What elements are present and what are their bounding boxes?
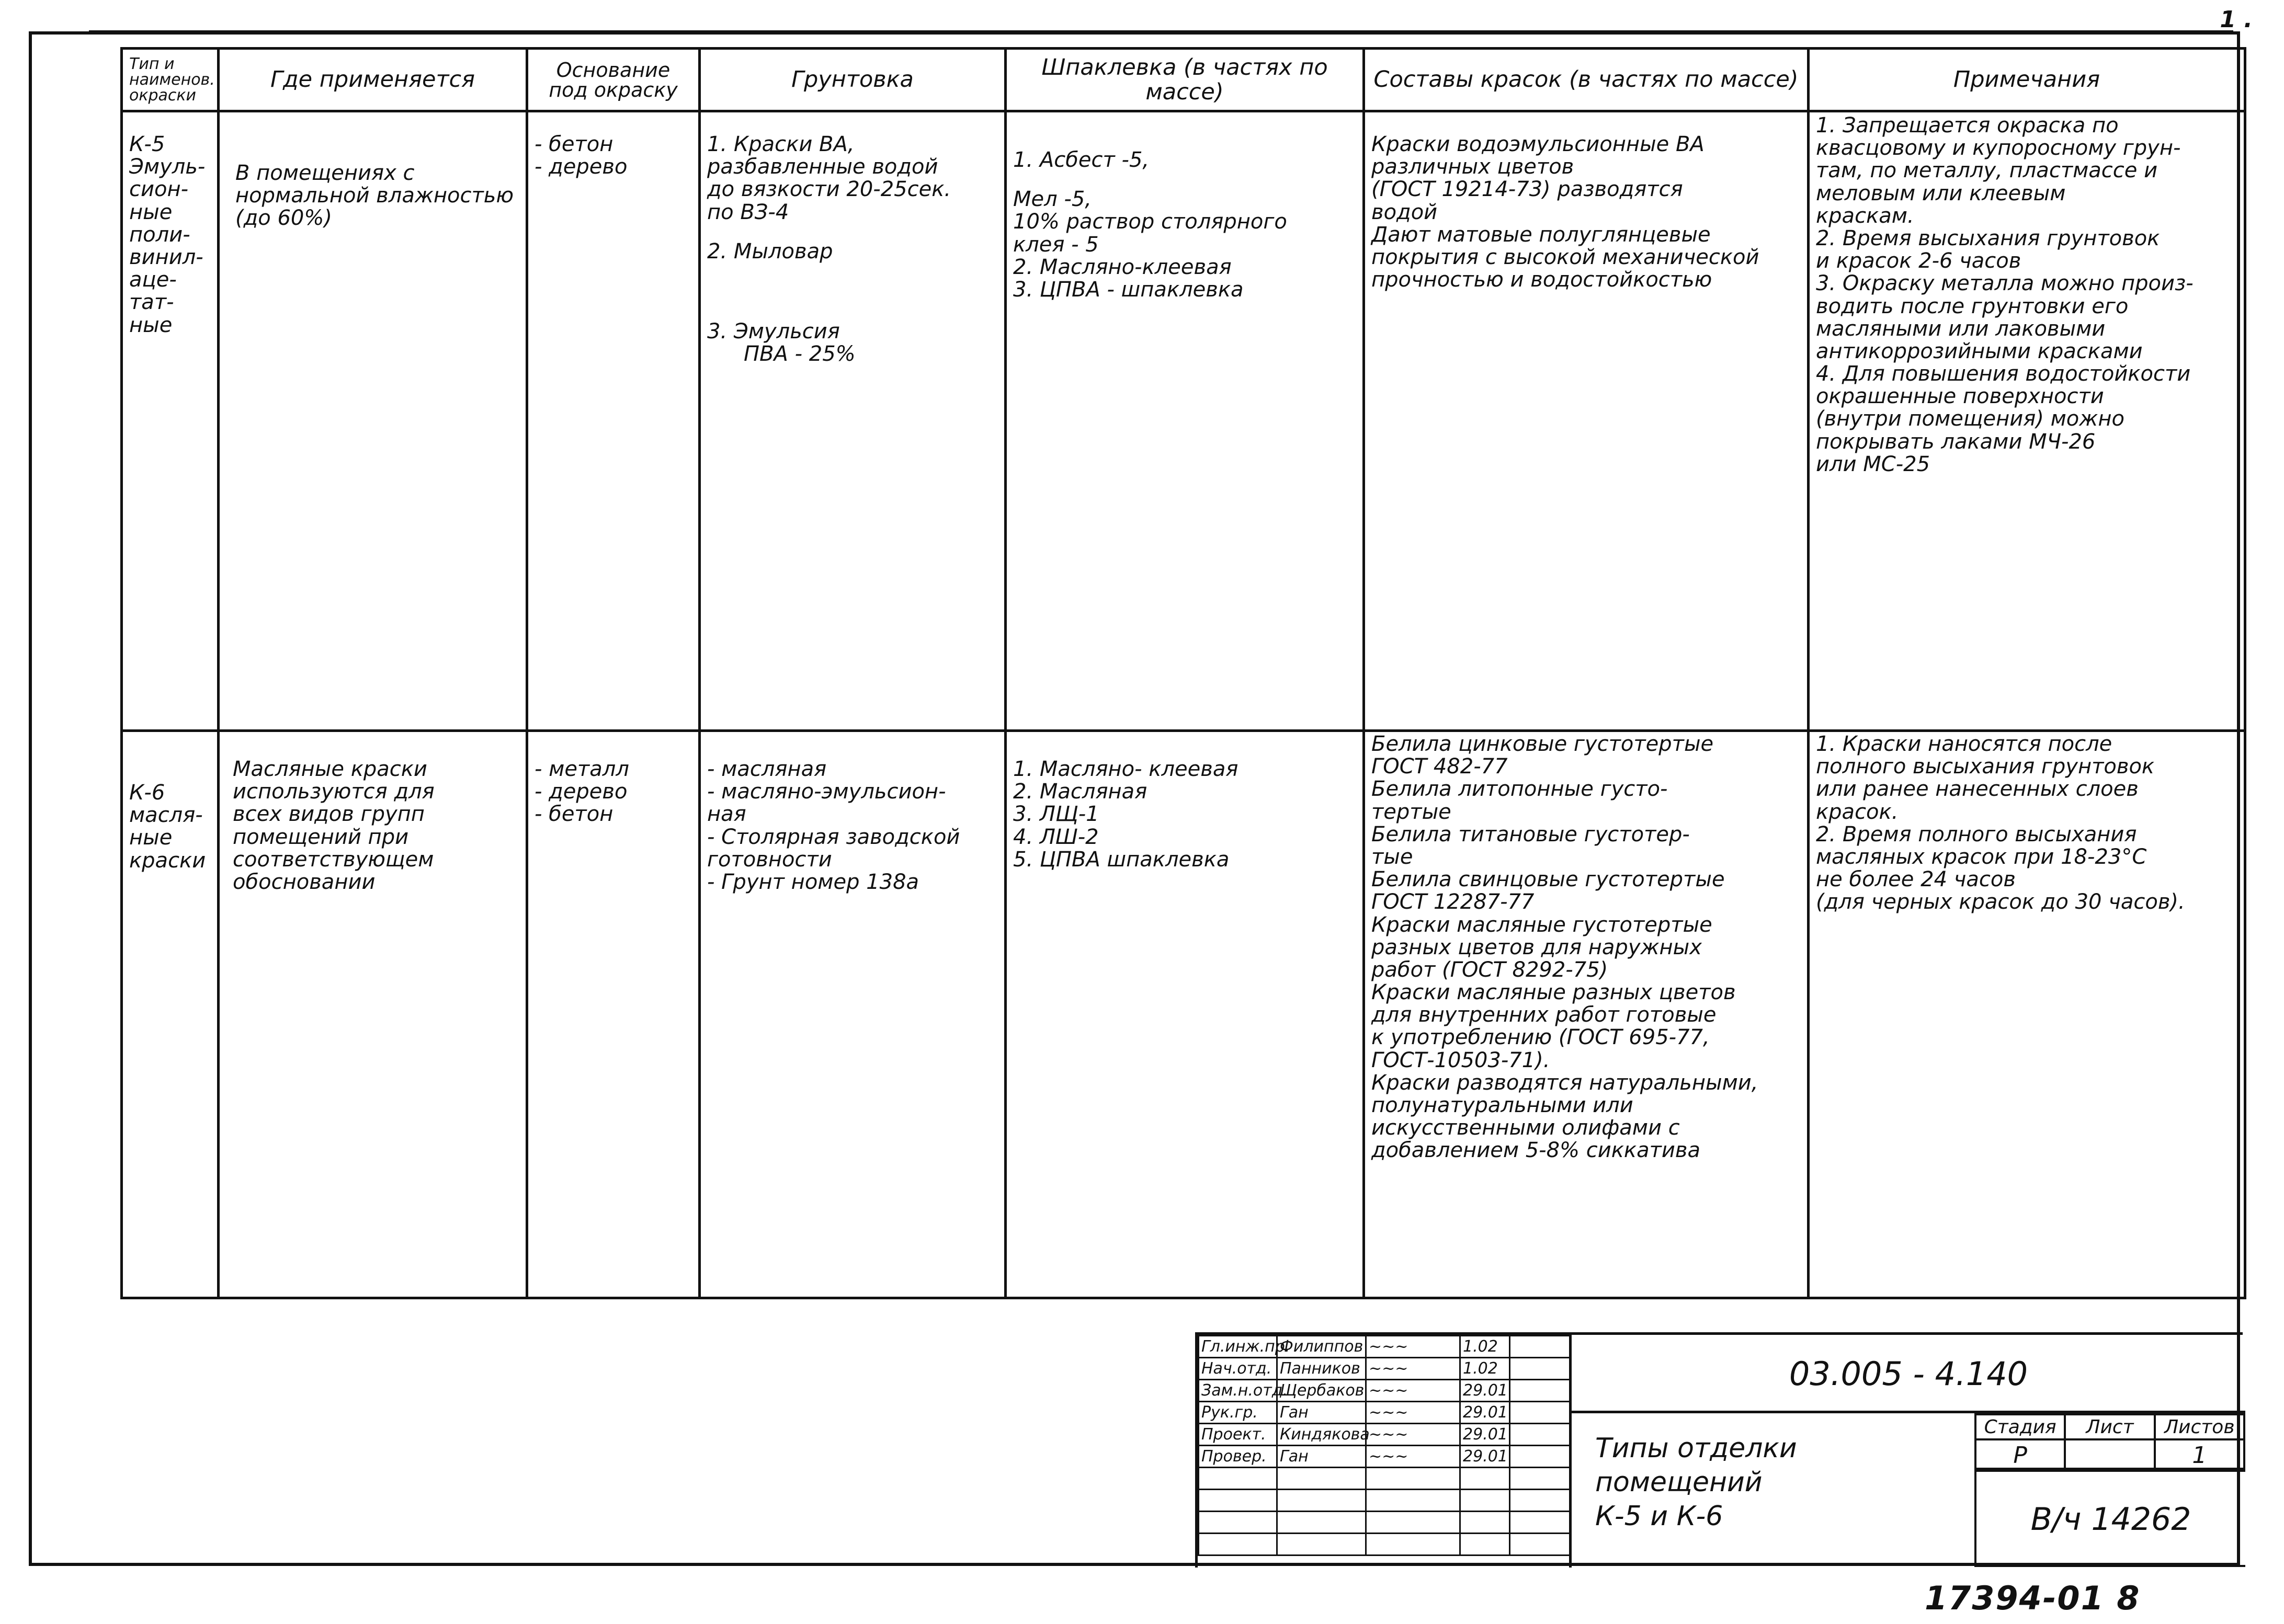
cell-line: работ (ГОСТ 8292-75) xyxy=(1371,957,1608,982)
cell-line: искусственными олифами с xyxy=(1371,1116,1680,1140)
document-title-line: Типы отделки помещений xyxy=(1595,1433,1806,1498)
cell-line: разных цветов для наружных xyxy=(1371,935,1702,959)
cell-base xyxy=(527,731,700,1298)
cell-line: не более 24 часов xyxy=(1816,867,2016,892)
cell-line: разбавленные водой xyxy=(707,155,938,179)
signature-row-empty xyxy=(1199,1534,1570,1556)
cell-line: масля- xyxy=(129,803,203,828)
cell-line: помещений при xyxy=(233,825,409,849)
cell-line: соответствующем xyxy=(233,847,434,872)
cell-paints xyxy=(1364,111,1809,731)
cell-line: 3. ЦПВА - шпаклевка xyxy=(1013,277,1244,302)
cell-line: водой xyxy=(1371,200,1438,224)
cell-line: масляных красок при 18-23°С xyxy=(1816,844,2147,869)
cell-line: - бетон xyxy=(535,802,613,827)
cell-line: там, по металлу, пластмассе и xyxy=(1816,158,2158,183)
cell-line: - дерево xyxy=(535,780,628,804)
corner-mark: 1 . xyxy=(2220,6,2253,33)
cell-line: - масляно-эмульсион- xyxy=(707,780,946,804)
cell-line: или МС-25 xyxy=(1816,452,1930,476)
cell-line: ПВА - 25% xyxy=(744,342,856,367)
signature-row-empty xyxy=(1199,1490,1570,1512)
cell-line: поли- xyxy=(129,222,190,247)
signature-role: Зам.н.отд. xyxy=(1199,1380,1277,1402)
cell-line: В помещениях с xyxy=(235,161,415,185)
cell-line: винил- xyxy=(129,245,203,269)
cell-line: Краски водоэмульсионные ВА xyxy=(1371,132,1705,156)
signature-spare xyxy=(1510,1424,1570,1446)
cell-line: - Грунт номер 138а xyxy=(707,870,919,894)
cell-line: 2. Время полного высыхания xyxy=(1816,822,2137,847)
cell-line: (до 60%) xyxy=(235,206,332,231)
cell-line: полного высыхания грунтовок xyxy=(1816,754,2155,779)
cell-line: полунатуральными или xyxy=(1371,1093,1633,1117)
cell-line: водить после грунтовки его xyxy=(1816,294,2129,318)
signature-date: 29.01 xyxy=(1460,1402,1510,1424)
cell-line: Белила литопонные густо- xyxy=(1371,777,1668,802)
cell-line: для внутренних работ готовые xyxy=(1371,1003,1717,1027)
cell-line: 2. Мыловар xyxy=(707,239,833,264)
cell-line: красок. xyxy=(1816,799,1899,824)
signature-name: Филиппов xyxy=(1277,1336,1366,1358)
cell-line: ная xyxy=(707,802,746,827)
cell-primer xyxy=(700,731,1006,1298)
cell-line: краски xyxy=(129,848,206,873)
cell-line: тые xyxy=(1371,844,1413,869)
signature-mark: ~~~ xyxy=(1366,1402,1460,1424)
cell-line: 5. ЦПВА шпаклевка xyxy=(1013,847,1230,872)
cell-line: 1. Краски наносятся после xyxy=(1816,732,2112,756)
signature-row-empty xyxy=(1199,1468,1570,1490)
signature-date: 29.01 xyxy=(1460,1380,1510,1402)
cell-line: 10% раствор столярного xyxy=(1013,210,1287,234)
signature-spare xyxy=(1510,1402,1570,1424)
military-unit: В/ч 14262 xyxy=(1974,1468,2245,1567)
cell-line: 3. ЛЩ-1 xyxy=(1013,802,1099,827)
cell-line: готовности xyxy=(707,847,832,872)
header-primer: Грунтовка xyxy=(700,49,1006,111)
signature-row xyxy=(1199,1358,1570,1380)
cell-type xyxy=(122,111,219,731)
signature-role: Провер. xyxy=(1199,1446,1277,1468)
signature-name: Киндякова xyxy=(1277,1424,1366,1446)
cell-line: 1. Масляно- клеевая xyxy=(1013,757,1238,781)
cell-line: 1. Краски ВА, xyxy=(707,132,855,156)
cell-line: добавлением 5-8% сиккатива xyxy=(1371,1138,1700,1163)
cell-line: используются для xyxy=(233,780,435,804)
cell-paints xyxy=(1364,731,1809,1298)
header-paints: Составы красок (в частях по массе) xyxy=(1364,49,1809,111)
signature-row-empty xyxy=(1199,1512,1570,1534)
signature-name: Панников xyxy=(1277,1358,1366,1380)
signature-date: 29.01 xyxy=(1460,1424,1510,1446)
header-base: Основание под окраску xyxy=(527,49,700,111)
cell-line: и красок 2-6 часов xyxy=(1816,249,2021,273)
signature-date: 29.01 xyxy=(1460,1446,1510,1468)
cell-line: квасцовому и купоросному грун- xyxy=(1816,136,2181,161)
cell-line: Белила титановые густотер- xyxy=(1371,822,1690,847)
cell-line: Мел -5, xyxy=(1013,187,1092,212)
cell-line: различных цветов xyxy=(1371,155,1574,179)
signature-role: Рук.гр. xyxy=(1199,1402,1277,1424)
cell-type xyxy=(122,731,219,1298)
cell-line: (для черных красок до 30 часов). xyxy=(1816,890,2185,914)
finishes-table xyxy=(120,47,2246,1299)
signature-role: Гл.инж.пр. xyxy=(1199,1336,1277,1358)
cell-putty xyxy=(1006,731,1364,1298)
cell-line: по ВЗ-4 xyxy=(707,200,789,224)
cell-line: ГОСТ-10503-71). xyxy=(1371,1048,1550,1072)
cell-line: покрывать лаками МЧ-26 xyxy=(1816,429,2096,454)
cell-line: Белила цинковые густотертые xyxy=(1371,732,1714,756)
cell-line: Белила свинцовые густотертые xyxy=(1371,867,1725,892)
signature-mark: ~~~ xyxy=(1366,1446,1460,1468)
cell-line: Краски разводятся натуральными, xyxy=(1371,1070,1758,1095)
title-block xyxy=(1195,1332,2243,1568)
cell-line: ные xyxy=(129,826,173,850)
cell-line: Краски масляные густотертые xyxy=(1371,912,1712,937)
cell-putty xyxy=(1006,111,1364,731)
cell-line: Масляные краски xyxy=(233,757,427,781)
cell-line: окрашенные поверхности xyxy=(1816,384,2104,409)
cell-line: тертые xyxy=(1371,799,1451,824)
cell-line: масляными или лаковыми xyxy=(1816,316,2106,341)
signature-role: Нач.отд. xyxy=(1199,1358,1277,1380)
cell-line: ные xyxy=(129,313,173,337)
cell-line: К-6 xyxy=(129,781,165,805)
signature-date: 1.02 xyxy=(1460,1358,1510,1380)
cell-line: меловым или клеевым xyxy=(1816,181,2066,205)
inventory-number: 17394-01 8 xyxy=(1925,1579,2141,1617)
cell-line: до вязкости 20-25сек. xyxy=(707,177,951,202)
cell-line: - бетон xyxy=(535,132,613,156)
cell-line: сион- xyxy=(129,177,189,202)
cell-line: - дерево xyxy=(535,155,628,179)
signature-spare xyxy=(1510,1336,1570,1358)
cell-line: 1. Запрещается окраска по xyxy=(1816,113,2119,138)
cell-line: 2. Время высыхания грунтовок xyxy=(1816,226,2160,250)
signature-row xyxy=(1199,1424,1570,1446)
stage-sheet-table xyxy=(1974,1413,2245,1472)
signature-row xyxy=(1199,1446,1570,1468)
cell-notes xyxy=(1809,111,2245,731)
signature-role: Проект. xyxy=(1199,1424,1277,1446)
cell-line: Эмуль- xyxy=(129,155,206,179)
header-notes: Примечания xyxy=(1809,49,2245,111)
cell-line: 4. ЛШ-2 xyxy=(1013,825,1099,849)
sheet-label: Лист xyxy=(2065,1414,2154,1439)
signature-mark: ~~~ xyxy=(1366,1424,1460,1446)
cell-line: (ГОСТ 19214-73) разводятся xyxy=(1371,177,1683,202)
signature-spare xyxy=(1510,1380,1570,1402)
cell-line: краскам. xyxy=(1816,203,1914,228)
cell-line: 2. Масляная xyxy=(1013,780,1147,804)
signature-name: Щербаков xyxy=(1277,1380,1366,1402)
table-row-k6 xyxy=(122,731,2245,1298)
cell-notes xyxy=(1809,731,2245,1298)
signature-mark: ~~~ xyxy=(1366,1380,1460,1402)
cell-line: антикоррозийными красками xyxy=(1816,339,2143,363)
stage-value: Р xyxy=(1975,1439,2065,1471)
cell-base xyxy=(527,111,700,731)
cell-primer xyxy=(700,111,1006,731)
cell-line: Дают матовые полуглянцевые xyxy=(1371,222,1711,247)
signature-row xyxy=(1199,1402,1570,1424)
document-code: 03.005 - 4.140 xyxy=(1572,1335,2245,1413)
cell-line: 4. Для повышения водостойкости xyxy=(1816,362,2191,386)
cell-line: ГОСТ 12287-77 xyxy=(1371,890,1535,914)
cell-line: нормальной влажностью xyxy=(235,184,514,208)
header-type: Тип и наименов. окраски xyxy=(122,49,219,111)
cell-line: Краски масляные разных цветов xyxy=(1371,980,1736,1005)
signature-spare xyxy=(1510,1358,1570,1380)
cell-where xyxy=(219,731,527,1298)
sheets-label: Листов xyxy=(2155,1414,2244,1439)
signature-row xyxy=(1199,1336,1570,1358)
sheets-value: 1 xyxy=(2155,1439,2244,1471)
sheet-value xyxy=(2065,1439,2154,1471)
cell-line: всех видов групп xyxy=(233,802,425,827)
cell-line: ГОСТ 482-77 xyxy=(1371,754,1508,779)
cell-line: - масляная xyxy=(707,757,827,781)
signature-table xyxy=(1198,1335,1571,1556)
cell-line: к употреблению (ГОСТ 695-77, xyxy=(1371,1025,1710,1050)
header-where: Где применяется xyxy=(219,49,527,111)
cell-line: тат- xyxy=(129,290,174,315)
cell-line: - металл xyxy=(535,757,629,781)
header-putty: Шпаклевка (в частях по массе) xyxy=(1006,49,1364,111)
signature-name: Ган xyxy=(1277,1446,1366,1468)
document-title xyxy=(1595,1432,1878,1534)
cell-line: ные xyxy=(129,200,173,224)
cell-line: (внутри помещения) можно xyxy=(1816,407,2124,431)
cell-line: 3. Окраску металла можно произ- xyxy=(1816,271,2194,296)
table-row-k5 xyxy=(122,111,2245,731)
cell-line: клея - 5 xyxy=(1013,232,1099,257)
signature-mark: ~~~ xyxy=(1366,1336,1460,1358)
cell-line: обосновании xyxy=(233,870,376,894)
cell-line: покрытия с высокой механической xyxy=(1371,245,1759,269)
signature-row xyxy=(1199,1380,1570,1402)
cell-where xyxy=(219,111,527,731)
cell-line: - Столярная заводской xyxy=(707,825,960,849)
cell-line: аце- xyxy=(129,268,177,292)
table-header-row xyxy=(122,49,2245,111)
top-border-line xyxy=(89,30,2233,33)
cell-line: 2. Масляно-клеевая xyxy=(1013,255,1232,279)
signature-mark: ~~~ xyxy=(1366,1358,1460,1380)
signature-date: 1.02 xyxy=(1460,1336,1510,1358)
signature-spare xyxy=(1510,1446,1570,1468)
stage-label: Стадия xyxy=(1975,1414,2065,1439)
cell-line: прочностью и водостойкостью xyxy=(1371,268,1712,292)
signature-name: Ган xyxy=(1277,1402,1366,1424)
cell-line: 1. Асбест -5, xyxy=(1013,148,1150,172)
cell-line: или ранее нанесенных слоев xyxy=(1816,777,2139,802)
document-title-line: К-5 и К-6 xyxy=(1595,1501,1723,1532)
cell-line: 3. Эмульсия xyxy=(707,319,840,344)
cell-line: К-5 xyxy=(129,132,165,156)
